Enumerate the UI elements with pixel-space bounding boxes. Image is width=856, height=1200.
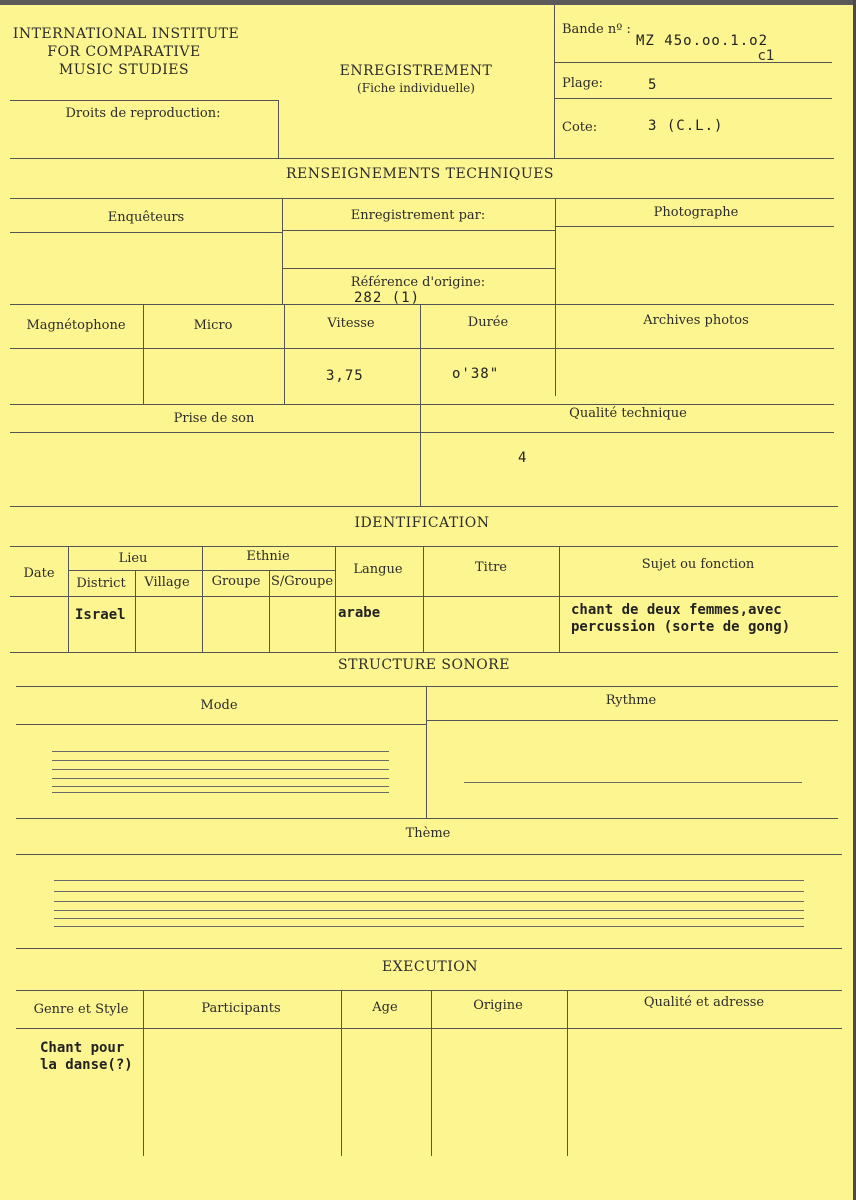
divider [143, 304, 144, 404]
divider [335, 546, 336, 652]
droits-label: Droits de reproduction: [65, 106, 221, 121]
theme-writing-line [54, 891, 804, 892]
cote-value: 3 (C.L.) [648, 118, 724, 134]
theme-writing-line [54, 918, 804, 919]
divider [559, 546, 560, 652]
sujet-fonction-label: Sujet ou fonction [641, 557, 755, 572]
institute-name-line2: FOR COMPARATIVE [47, 44, 201, 60]
magnetophone-label: Magnétophone [26, 318, 126, 333]
groupe-label: Groupe [211, 574, 261, 589]
genre-value-line2: la danse(?) [40, 1057, 133, 1073]
village-label: Village [144, 575, 190, 590]
titre-label: Titre [475, 560, 507, 575]
divider [10, 198, 834, 199]
duree-label: Durée [467, 315, 509, 330]
form-title: ENREGISTREMENT [339, 63, 493, 79]
divider [278, 100, 279, 158]
divider [135, 570, 136, 652]
micro-label: Micro [193, 318, 233, 333]
divider [16, 1028, 842, 1029]
divider [555, 198, 556, 396]
divider [202, 546, 203, 652]
plage-label: Plage: [562, 76, 604, 91]
archives-photos-label: Archives photos [643, 313, 749, 328]
divider [554, 98, 832, 99]
mode-writing-line [52, 760, 389, 761]
institute-name-line1: INTERNATIONAL INSTITUTE [12, 26, 240, 42]
theme-writing-line [54, 901, 804, 902]
divider [420, 304, 421, 506]
langue-label: Langue [353, 562, 403, 577]
divider [16, 724, 426, 725]
ethnie-label: Ethnie [246, 549, 290, 564]
divider [16, 990, 842, 991]
mode-writing-line [52, 786, 389, 787]
institute-name-line3: MUSIC STUDIES [58, 62, 190, 78]
vitesse-label: Vitesse [327, 316, 375, 331]
lieu-label: Lieu [118, 551, 148, 566]
divider [426, 686, 427, 818]
divider [10, 232, 282, 233]
sujet-value-line1: chant de deux femmes,avec [571, 602, 782, 618]
langue-value: arabe [338, 605, 381, 621]
origine-label: Origine [473, 998, 523, 1013]
genre-style-label: Genre et Style [33, 1002, 129, 1017]
divider [341, 990, 342, 1156]
sgroupe-label: S/Groupe [270, 574, 334, 589]
divider [431, 990, 432, 1156]
plage-value: 5 [648, 77, 657, 93]
district-label: District [76, 576, 126, 591]
divider [426, 720, 838, 721]
divider [554, 5, 555, 158]
divider [282, 268, 555, 269]
divider [10, 304, 834, 305]
divider [16, 818, 838, 819]
identification-section-title: IDENTIFICATION [354, 515, 490, 531]
prise-de-son-label: Prise de son [173, 411, 255, 426]
participants-label: Participants [201, 1001, 281, 1016]
execution-section-title: EXECUTION [381, 959, 479, 975]
divider [10, 432, 834, 433]
age-label: Age [372, 1000, 398, 1015]
bande-value: MZ 45o.oo.1.o2 [636, 33, 769, 49]
divider [282, 198, 283, 304]
divider [143, 990, 144, 1156]
divider [10, 158, 834, 159]
date-label: Date [23, 566, 55, 581]
divider [10, 100, 278, 101]
form-subtitle: (Fiche individuelle) [357, 81, 475, 95]
mode-writing-line [52, 792, 389, 793]
mode-writing-line [52, 778, 389, 779]
divider [16, 686, 838, 687]
bande-handwritten-note: c1 [758, 48, 775, 64]
theme-writing-line [54, 926, 804, 927]
divider [282, 230, 555, 231]
district-value: Israel [75, 607, 126, 623]
theme-writing-line [54, 880, 804, 881]
divider [10, 652, 838, 653]
divider [554, 62, 832, 63]
theme-writing-line [54, 910, 804, 911]
divider [68, 570, 335, 571]
qualite-adresse-label: Qualité et adresse [643, 995, 765, 1010]
divider [10, 404, 834, 405]
qualite-technique-value: 4 [518, 450, 527, 466]
technique-section-title: RENSEIGNEMENTS TECHNIQUES [285, 166, 555, 182]
qualite-technique-label: Qualité technique [569, 406, 687, 421]
mode-writing-line [52, 751, 389, 752]
photographe-label: Photographe [653, 205, 739, 220]
structure-section-title: STRUCTURE SONORE [338, 657, 510, 673]
bande-label: Bande nº : [562, 22, 631, 37]
enqueteurs-label: Enquêteurs [107, 210, 185, 225]
vitesse-value: 3,75 [326, 368, 364, 384]
cote-label: Cote: [562, 120, 598, 135]
duree-value: o'38" [452, 366, 500, 382]
divider [284, 304, 285, 404]
genre-value-line1: Chant pour [40, 1040, 125, 1056]
rythme-writing-line [464, 782, 802, 783]
theme-label: Thème [405, 826, 451, 841]
divider [269, 570, 270, 652]
divider [10, 348, 834, 349]
mode-writing-line [52, 769, 389, 770]
mode-label: Mode [200, 698, 238, 713]
divider [16, 948, 842, 949]
enregistrement-par-label: Enregistrement par: [350, 208, 486, 223]
divider [423, 546, 424, 652]
divider [10, 546, 838, 547]
divider [10, 506, 838, 507]
divider [555, 226, 834, 227]
sujet-value-line2: percussion (sorte de gong) [571, 619, 791, 635]
rythme-label: Rythme [605, 693, 657, 708]
reference-label: Référence d'origine: [350, 275, 486, 290]
divider [68, 546, 69, 652]
divider [10, 596, 838, 597]
divider [16, 854, 842, 855]
reference-value: 282 (1) [354, 290, 421, 306]
divider [567, 990, 568, 1156]
scan-top-edge [0, 0, 856, 5]
